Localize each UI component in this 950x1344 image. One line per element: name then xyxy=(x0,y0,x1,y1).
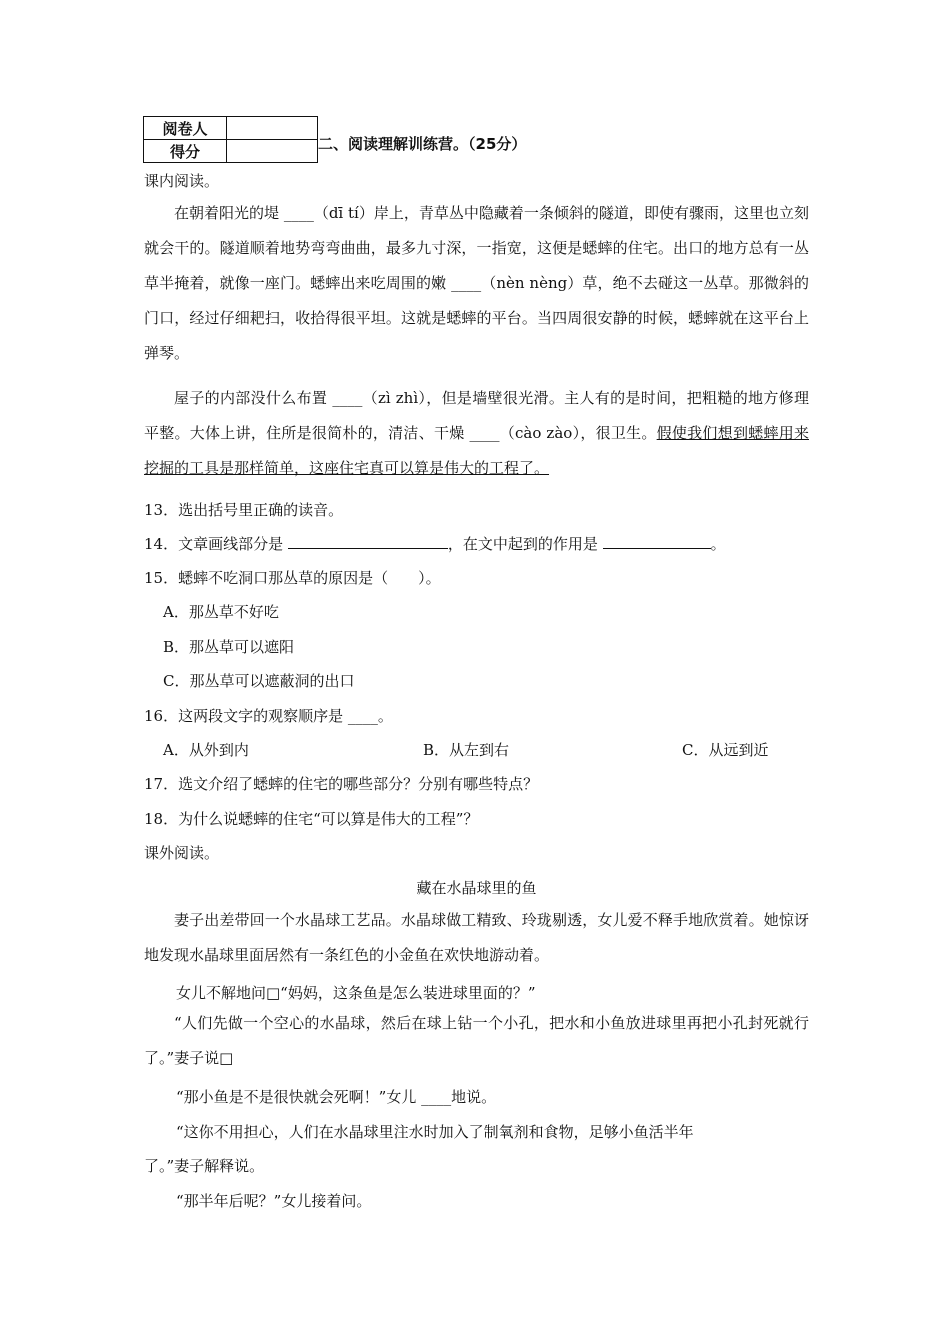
passage1-paragraph1: 在朝着阳光的堤 ____（dī tí）岸上，青草丛中隐藏着一条倾斜的隧道，即使有骤雨，这里也立刻就会干的。隧道顺着地势弯弯曲曲，最多九寸深，一指宽，这便是蟋蟀的住宅。出口的地方总有一丛草半掩着，就像一座门。蟋蟀出来吃周围的嫩 ____（nèn nèng）草，绝不去碰这一丛草。那微斜的门口，经过仔细耙扫，收拾得很平坦。这就是蟋蟀的平台。当四周很安静的时候，蟋蟀就在这平台上弹琴。 xyxy=(144,204,809,362)
q16-option-b: B．从左到右 xyxy=(423,741,510,759)
part2-label: 课外阅读。 xyxy=(144,844,220,862)
reviewer-value xyxy=(227,117,318,140)
passage2-paragraph1: 妻子出差带回一个水晶球工艺品。水晶球做工精致、玲珑剔透，女儿爱不释手地欣赏着。她惊讶地发现水晶球里面居然有一条红色的小金鱼在欢快地游动着。 xyxy=(144,911,809,964)
passage2-paragraph4: “那小鱼是不是很快就会死啊！”女儿 ____地说。 xyxy=(176,1088,497,1106)
question-13: 13．选出括号里正确的读音。 xyxy=(144,501,344,519)
passage1-paragraph2 xyxy=(144,381,809,486)
question-15: 15．蟋蟀不吃洞口那丛草的原因是（ ）。 xyxy=(144,569,441,587)
q14-blank-2 xyxy=(603,534,711,549)
q14-blank-1 xyxy=(288,534,448,549)
question-16: 16．这两段文字的观察顺序是 ____。 xyxy=(144,707,393,725)
passage2-paragraph2: 女儿不解地问□“妈妈，这条鱼是怎么装进球里面的？” xyxy=(176,984,536,1002)
section-title: 二、阅读理解训练营。（25分） xyxy=(318,135,527,153)
question-17: 17．选文介绍了蟋蟀的住宅的哪些部分？分别有哪些特点？ xyxy=(144,775,539,793)
q14-text-b: ，在文中起到的作用是 xyxy=(447,535,598,553)
score-label: 得分 xyxy=(144,140,227,163)
q16-option-c: C．从远到近 xyxy=(682,741,769,759)
q15-option-c: C．那丛草可以遮蔽洞的出口 xyxy=(163,672,355,690)
passage2-paragraph3: “人们先做一个空心的水晶球，然后在球上钻一个小孔，把水和小鱼放进球里再把小孔封死就行了。”妻子说□ xyxy=(144,1014,809,1067)
score-value xyxy=(227,140,318,163)
q15-option-b: B．那丛草可以遮阳 xyxy=(163,638,295,656)
reviewer-label: 阅卷人 xyxy=(144,117,227,140)
q14-text-c: 。 xyxy=(710,535,726,553)
passage2-paragraph6: “那半年后呢？”女儿接着问。 xyxy=(176,1192,372,1210)
question-14 xyxy=(144,533,726,554)
score-table xyxy=(143,116,318,163)
underlined-sentence: 假使我们想到蟋蟀用来挖掘的工具是那样简单，这座住宅真可以算是伟大的工程了。 xyxy=(144,424,809,477)
passage2-paragraph5-line2: 了。”妻子解释说。 xyxy=(144,1157,265,1175)
paragraph2-text: 屋子的内部没什么布置 ____（zì zhì），但是墙壁很光滑。主人有的是时间，把粗糙的地方修理平整。大体上讲，住所是很简朴的，清洁、干燥 ____（cào zào），很卫生。 xyxy=(144,389,809,442)
question-18: 18．为什么说蟋蟀的住宅“可以算是伟大的工程”？ xyxy=(144,810,479,828)
q15-option-a: A．那丛草不好吃 xyxy=(163,603,279,621)
q16-option-a: A．从外到内 xyxy=(163,741,249,759)
passage2-title: 藏在水晶球里的鱼 xyxy=(416,879,537,897)
q14-text-a: 14．文章画线部分是 xyxy=(144,535,284,553)
passage2-paragraph5-line1: “这你不用担心，人们在水晶球里注水时加入了制氧剂和食物，足够小鱼活半年 xyxy=(176,1123,694,1141)
part1-label: 课内阅读。 xyxy=(144,172,220,190)
